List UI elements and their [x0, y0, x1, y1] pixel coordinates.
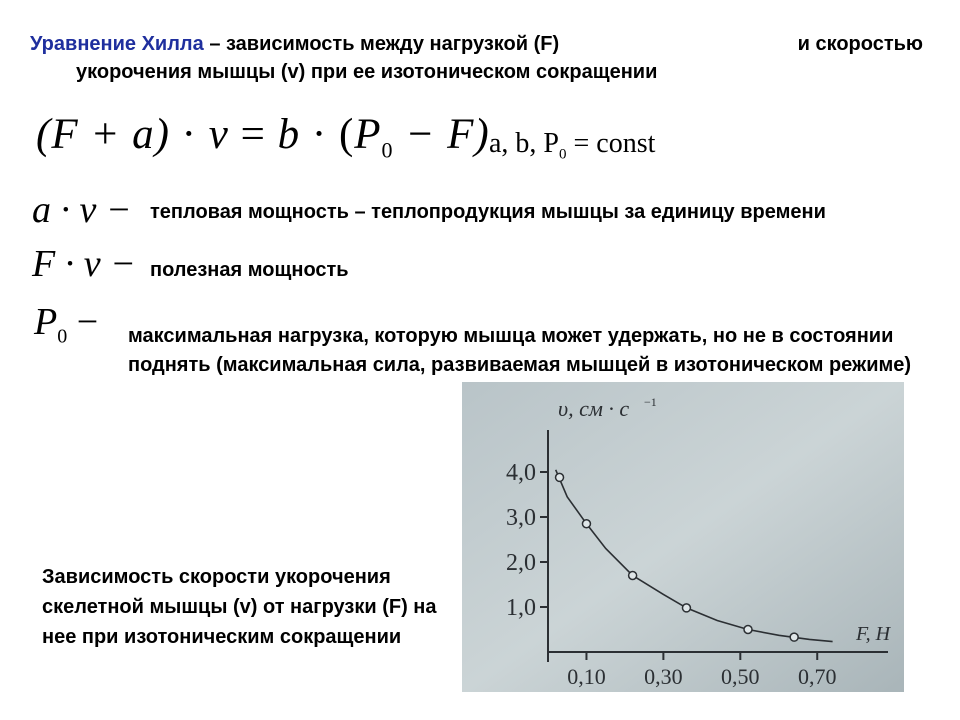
x-tick-label: 0,10	[567, 664, 606, 689]
data-point	[744, 626, 752, 634]
x-unit-label: F, Н	[856, 623, 891, 645]
figure-caption: Зависимость скорости укорочения скелетной мышцы (v) от нагрузки (F) на нее при изотоническим сокращении	[42, 566, 437, 648]
y-unit-exponent: −1	[644, 395, 657, 409]
title-line1: – зависимость между нагрузкой (F)	[209, 33, 560, 55]
term-symbol-fv: F · v −	[32, 243, 136, 285]
term-symbol-p0: $P_0$ −	[34, 301, 99, 348]
y-tick-label: 1,0	[506, 595, 536, 621]
data-point	[582, 520, 590, 528]
y-tick-label: 2,0	[506, 550, 536, 576]
term-symbol-av: a · v −	[32, 189, 132, 231]
x-tick-label: 0,30	[644, 664, 683, 689]
title-line2: укорочения мышцы (v) при ее изотоническом сокращении	[76, 61, 658, 83]
data-point	[629, 572, 637, 580]
data-point	[556, 473, 564, 481]
slide-title	[30, 30, 923, 86]
data-point	[682, 604, 690, 612]
term-desc-av: тепловая мощность – теплопродукция мышцы за единицу времени	[150, 201, 826, 223]
y-tick-label: 3,0	[506, 505, 536, 531]
constants-note: a, b, $P_0$ = const	[489, 128, 656, 163]
y-tick-label: 4,0	[506, 460, 536, 486]
x-tick-label: 0,50	[721, 664, 760, 689]
hill-curve-chart	[462, 382, 904, 692]
term-desc-fv: полезная мощность	[150, 259, 349, 281]
title-prefix: Уравнение Хилла	[30, 33, 204, 55]
y-unit-label: υ, см · с	[558, 396, 630, 421]
chart-photo	[462, 382, 904, 692]
data-point	[790, 633, 798, 641]
title-line1-end: и скоростью	[797, 33, 923, 55]
hill-equation: $(F + a) \cdot v = b \cdot (P_0 - F)$	[36, 111, 490, 163]
paper-background	[462, 382, 904, 692]
term-desc-p0: максимальная нагрузка, которую мышца может удержать, но не в состоянии поднять (максимальная сила, развиваемая мышцей в изотоническом режиме)	[128, 325, 912, 376]
x-tick-label: 0,70	[797, 664, 837, 689]
